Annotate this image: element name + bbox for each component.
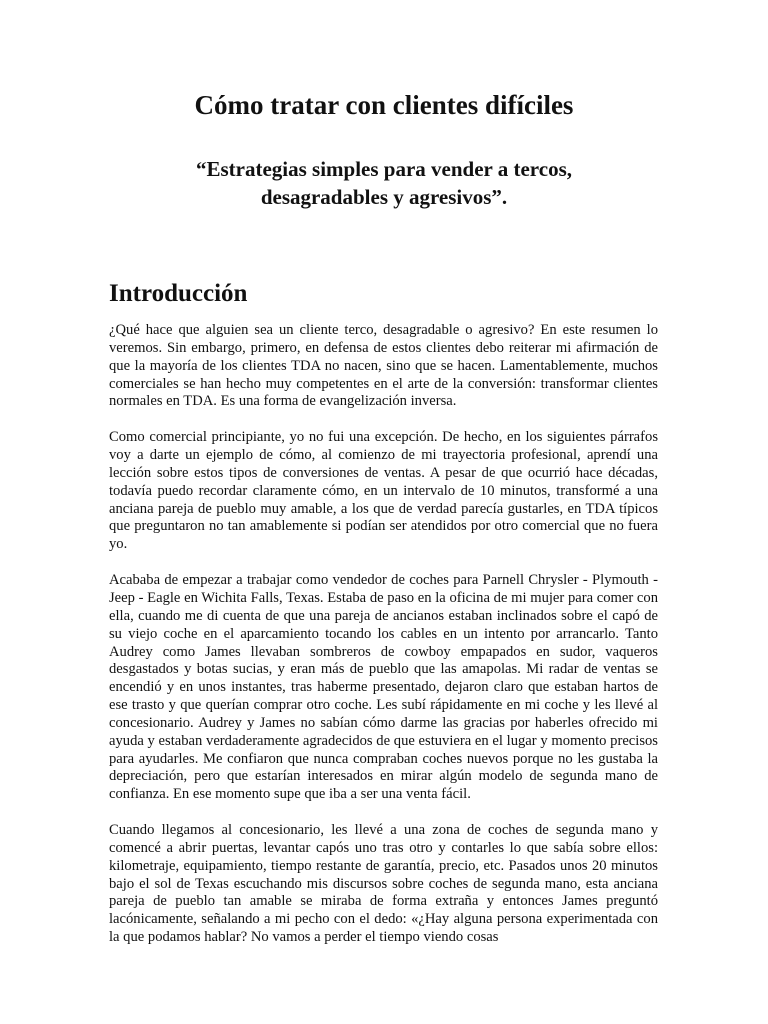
paragraph: Como comercial principiante, yo no fui una excepción. De hecho, en los siguientes párrafos voy a darte un ejemplo de cómo, al comienzo de mi trayectoria profesional, aprendí una lección sobre estos tipos de conversiones de ventas. A pesar de que ocurrió hace décadas, todavía puedo recordar claramente cómo, en un intervalo de 10 minutos, transformé a una anciana pareja de pueblo muy amable, a los que de verdad parecía gustarles, en TDA típicos que preguntaron no tan amablemente si podían ser atendidos por otro comercial que no fuera yo.	[109, 429, 658, 553]
document-subtitle: “Estrategias simples para vender a tercos, desagradables y agresivos”.	[195, 157, 572, 209]
paragraph: Acababa de empezar a trabajar como vendedor de coches para Parnell Chrysler - Plymouth - Jeep - Eagle en Wichita Falls, Texas. Estaba de paso en la oficina de mi mujer para comer con ella, cuando me di cuenta de que una pareja de ancianos estaban inclinados sobre el capó de su viejo coche en el aparcamiento tocando los cables en un intento por arrancarlo. Tanto Audrey como James llevaban sombreros de cowboy empapados en sudor, vaqueros desgastados y botas sucias, y eran más de pueblo que las amapolas. Mi radar de ventas se encendió y en unos instantes, tras haberme presentado, dejaron claro que estaban hartos de ese trasto y que querían comprar otro coche. Les subí rápidamente en mi coche y les llevé al concesionario. Audrey y James no sabían cómo darme las gracias por haberles ofrecido mi ayuda y estaban verdaderamente agradecidos de que estuviera en el lugar y momento precisos para ayudarles. Me confiaron que nunca compraban coches nuevos porque no les gustaba la depreciación, pero que estarían interesados en mirar algún modelo de segunda mano de confianza. En ese momento supe que iba a ser una venta fácil.	[109, 572, 658, 803]
document-title: Cómo tratar con clientes difíciles	[194, 90, 574, 120]
paragraph: ¿Qué hace que alguien sea un cliente terco, desagradable o agresivo? En este resumen lo veremos. Sin embargo, primero, en defensa de estos clientes debo reiterar mi afirmación de que la mayoría de los clientes TDA no nacen, sino que se hacen. Lamentablemente, muchos comerciales se han hecho muy competentes en el arte de la conversión: transformar clientes normales en TDA. Es una forma de evangelización inversa.	[109, 322, 658, 410]
body-text	[109, 322, 658, 965]
section-heading: Introducción	[109, 280, 248, 307]
paragraph: Cuando llegamos al concesionario, les llevé a una zona de coches de segunda mano y comencé a abrir puertas, levantar capós uno tras otro y contarles lo que sabía sobre ellos: kilometraje, equipamiento, tiempo restante de garantía, precio, etc. Pasados unos 20 minutos bajo el sol de Texas escuchando mis discursos sobre coches de segunda mano, esta anciana pareja de pueblo tan amable se miraba de forma extraña y entonces James preguntó lacónicamente, señalando a mi pecho con el dedo: «¿Hay alguna persona experimentada con la que podamos hablar? No vamos a perder el tiempo viendo cosas	[109, 822, 658, 946]
